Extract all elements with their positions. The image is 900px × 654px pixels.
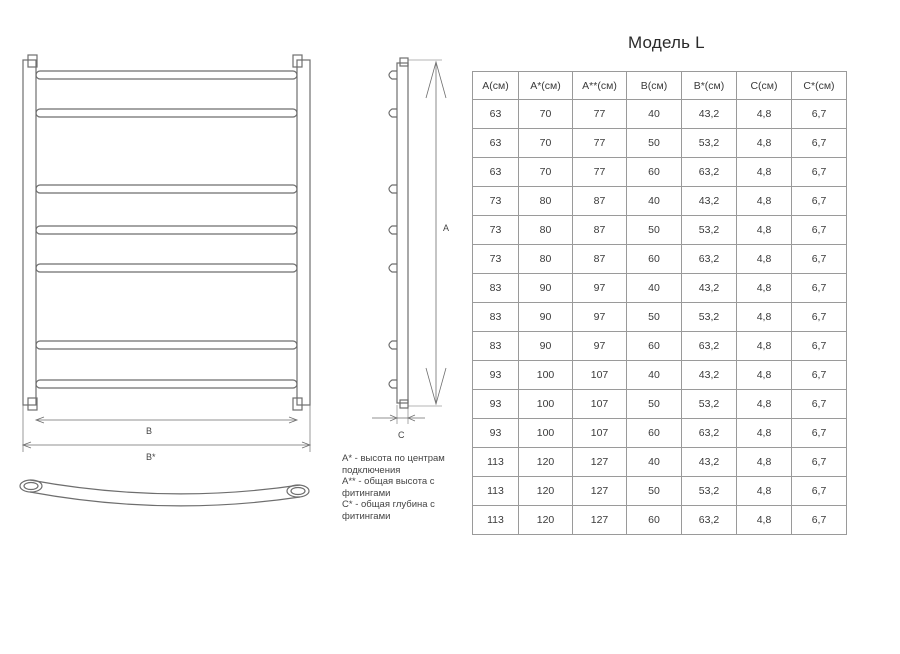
c-dimension-label: C — [398, 430, 405, 440]
table-cell: 40 — [627, 100, 682, 129]
table-cell: 6,7 — [792, 303, 847, 332]
table-cell: 80 — [519, 245, 573, 274]
table-cell: 93 — [473, 419, 519, 448]
towel-bar — [36, 264, 297, 272]
table-cell: 6,7 — [792, 332, 847, 361]
b-dimension-label: B — [146, 426, 153, 436]
side-bottom-fitting — [400, 400, 408, 408]
table-cell: 87 — [573, 216, 627, 245]
table-cell: 63,2 — [682, 332, 737, 361]
table-cell: 6,7 — [792, 245, 847, 274]
table-cell: 70 — [519, 129, 573, 158]
table-cell: 6,7 — [792, 506, 847, 535]
table-cell: 100 — [519, 390, 573, 419]
table-row — [473, 216, 847, 245]
table-row — [473, 187, 847, 216]
table-cell: 63,2 — [682, 158, 737, 187]
table-row — [473, 390, 847, 419]
table-cell: 80 — [519, 187, 573, 216]
table-cell: 90 — [519, 274, 573, 303]
note-a-double-star: A** - общая высота с фитингами — [342, 476, 435, 499]
model-title: Модель L — [628, 33, 705, 52]
table-cell: 50 — [627, 390, 682, 419]
table-cell: 97 — [573, 274, 627, 303]
table-cell: 90 — [519, 332, 573, 361]
side-bar-stub — [389, 341, 397, 349]
horizontal-bars — [36, 71, 297, 388]
right-post — [297, 60, 310, 405]
table-cell: 40 — [627, 187, 682, 216]
left-end-ring-inner — [24, 483, 38, 490]
table-cell: 4,8 — [737, 100, 792, 129]
table-row — [473, 506, 847, 535]
table-cell: 6,7 — [792, 100, 847, 129]
table-cell: 60 — [627, 506, 682, 535]
table-row — [473, 129, 847, 158]
side-top-fitting — [400, 58, 408, 66]
side-bar-stubs — [389, 71, 397, 388]
table-cell: 4,8 — [737, 419, 792, 448]
table-cell: 63,2 — [682, 245, 737, 274]
header-a-double-star: A**(см) — [573, 72, 627, 100]
table-cell: 53,2 — [682, 303, 737, 332]
table-cell: 70 — [519, 158, 573, 187]
table-cell: 100 — [519, 419, 573, 448]
table-cell: 63 — [473, 129, 519, 158]
table-row — [473, 361, 847, 390]
table-cell: 127 — [573, 477, 627, 506]
table-cell: 120 — [519, 506, 573, 535]
table-cell: 4,8 — [737, 303, 792, 332]
table-cell: 6,7 — [792, 129, 847, 158]
table-cell: 6,7 — [792, 477, 847, 506]
table-cell: 4,8 — [737, 158, 792, 187]
table-cell: 107 — [573, 361, 627, 390]
table-cell: 77 — [573, 100, 627, 129]
table-cell: 83 — [473, 303, 519, 332]
table-cell: 40 — [627, 274, 682, 303]
header-b: B(см) — [627, 72, 682, 100]
table-cell: 4,8 — [737, 477, 792, 506]
table-header-row — [473, 72, 847, 100]
notes-legend — [342, 453, 470, 523]
header-c: C(см) — [737, 72, 792, 100]
table-cell: 87 — [573, 187, 627, 216]
table-cell: 97 — [573, 332, 627, 361]
table-cell: 6,7 — [792, 361, 847, 390]
side-bar-stub — [389, 185, 397, 193]
table-cell: 120 — [519, 448, 573, 477]
towel-bar — [36, 71, 297, 79]
table-cell: 107 — [573, 419, 627, 448]
table-cell: 60 — [627, 245, 682, 274]
table-row — [473, 303, 847, 332]
top-view-curved-bar — [20, 480, 309, 506]
table-cell: 107 — [573, 390, 627, 419]
header-a-star: A*(см) — [519, 72, 573, 100]
side-bar-stub — [389, 109, 397, 117]
table-cell: 60 — [627, 332, 682, 361]
table-cell: 60 — [627, 419, 682, 448]
table-cell: 127 — [573, 448, 627, 477]
table-cell: 113 — [473, 477, 519, 506]
table-cell: 70 — [519, 100, 573, 129]
curved-bar-top-edge — [30, 480, 300, 494]
side-bar-stub — [389, 264, 397, 272]
table-cell: 40 — [627, 361, 682, 390]
side-view — [372, 58, 446, 424]
table-cell: 6,7 — [792, 448, 847, 477]
right-end-ring-inner — [291, 488, 305, 495]
table-row — [473, 245, 847, 274]
table-cell: 50 — [627, 303, 682, 332]
table-cell: 53,2 — [682, 216, 737, 245]
table-cell: 120 — [519, 477, 573, 506]
table-cell: 83 — [473, 274, 519, 303]
side-post — [397, 63, 408, 403]
table-cell: 6,7 — [792, 158, 847, 187]
right-end-ring — [287, 485, 309, 497]
towel-bar — [36, 185, 297, 193]
table-body — [473, 100, 847, 535]
note-a-star: A* - высота по центрам подключения — [342, 453, 445, 476]
table-cell: 43,2 — [682, 100, 737, 129]
header-a: A(см) — [473, 72, 519, 100]
b-star-dimension-label: B* — [146, 452, 156, 462]
table-cell: 6,7 — [792, 390, 847, 419]
table-row — [473, 274, 847, 303]
table-cell: 6,7 — [792, 419, 847, 448]
table-cell: 4,8 — [737, 129, 792, 158]
table-cell: 73 — [473, 245, 519, 274]
towel-bar — [36, 109, 297, 117]
left-post — [23, 60, 36, 405]
table-cell: 73 — [473, 187, 519, 216]
towel-bar — [36, 226, 297, 234]
table-row — [473, 419, 847, 448]
table-cell: 63,2 — [682, 506, 737, 535]
side-bar-stub — [389, 71, 397, 79]
table-cell: 53,2 — [682, 477, 737, 506]
table-cell: 4,8 — [737, 216, 792, 245]
towel-bar — [36, 380, 297, 388]
table-cell: 60 — [627, 158, 682, 187]
table-cell: 4,8 — [737, 187, 792, 216]
dimensions-table — [472, 71, 847, 535]
table-cell: 113 — [473, 506, 519, 535]
table-cell: 80 — [519, 216, 573, 245]
table-cell: 50 — [627, 216, 682, 245]
towel-bar — [36, 341, 297, 349]
table-cell: 50 — [627, 129, 682, 158]
side-bar-stub — [389, 226, 397, 234]
left-end-ring — [20, 480, 42, 492]
table-cell: 127 — [573, 506, 627, 535]
table-cell: 63 — [473, 158, 519, 187]
table-cell: 4,8 — [737, 506, 792, 535]
table-cell: 53,2 — [682, 129, 737, 158]
header-c-star: C*(см) — [792, 72, 847, 100]
table-cell: 113 — [473, 448, 519, 477]
table-cell: 6,7 — [792, 216, 847, 245]
table-cell: 77 — [573, 129, 627, 158]
table-cell: 100 — [519, 361, 573, 390]
table-cell: 83 — [473, 332, 519, 361]
table-cell: 43,2 — [682, 187, 737, 216]
table-cell: 40 — [627, 448, 682, 477]
table-cell: 4,8 — [737, 332, 792, 361]
table-cell: 90 — [519, 303, 573, 332]
table-cell: 97 — [573, 303, 627, 332]
table-cell: 4,8 — [737, 245, 792, 274]
front-view-towel-rail — [23, 55, 310, 452]
table-cell: 50 — [627, 477, 682, 506]
table-row — [473, 332, 847, 361]
note-c-star: C* - общая глубина с фитингами — [342, 499, 435, 522]
table-cell: 63 — [473, 100, 519, 129]
side-bar-stub — [389, 380, 397, 388]
table-cell: 6,7 — [792, 274, 847, 303]
table-cell: 93 — [473, 390, 519, 419]
a-dimension-label: A — [443, 223, 450, 233]
table-cell: 87 — [573, 245, 627, 274]
table-cell: 73 — [473, 216, 519, 245]
table-cell: 4,8 — [737, 390, 792, 419]
table-cell: 63,2 — [682, 419, 737, 448]
table-row — [473, 477, 847, 506]
table-cell: 43,2 — [682, 274, 737, 303]
table-cell: 4,8 — [737, 361, 792, 390]
table-cell: 43,2 — [682, 448, 737, 477]
table-row — [473, 100, 847, 129]
table-row — [473, 158, 847, 187]
header-b-star: B*(см) — [682, 72, 737, 100]
table-cell: 53,2 — [682, 390, 737, 419]
table-cell: 77 — [573, 158, 627, 187]
table-row — [473, 448, 847, 477]
table-cell: 4,8 — [737, 448, 792, 477]
table-cell: 4,8 — [737, 274, 792, 303]
table-cell: 93 — [473, 361, 519, 390]
table-cell: 43,2 — [682, 361, 737, 390]
table-cell: 6,7 — [792, 187, 847, 216]
